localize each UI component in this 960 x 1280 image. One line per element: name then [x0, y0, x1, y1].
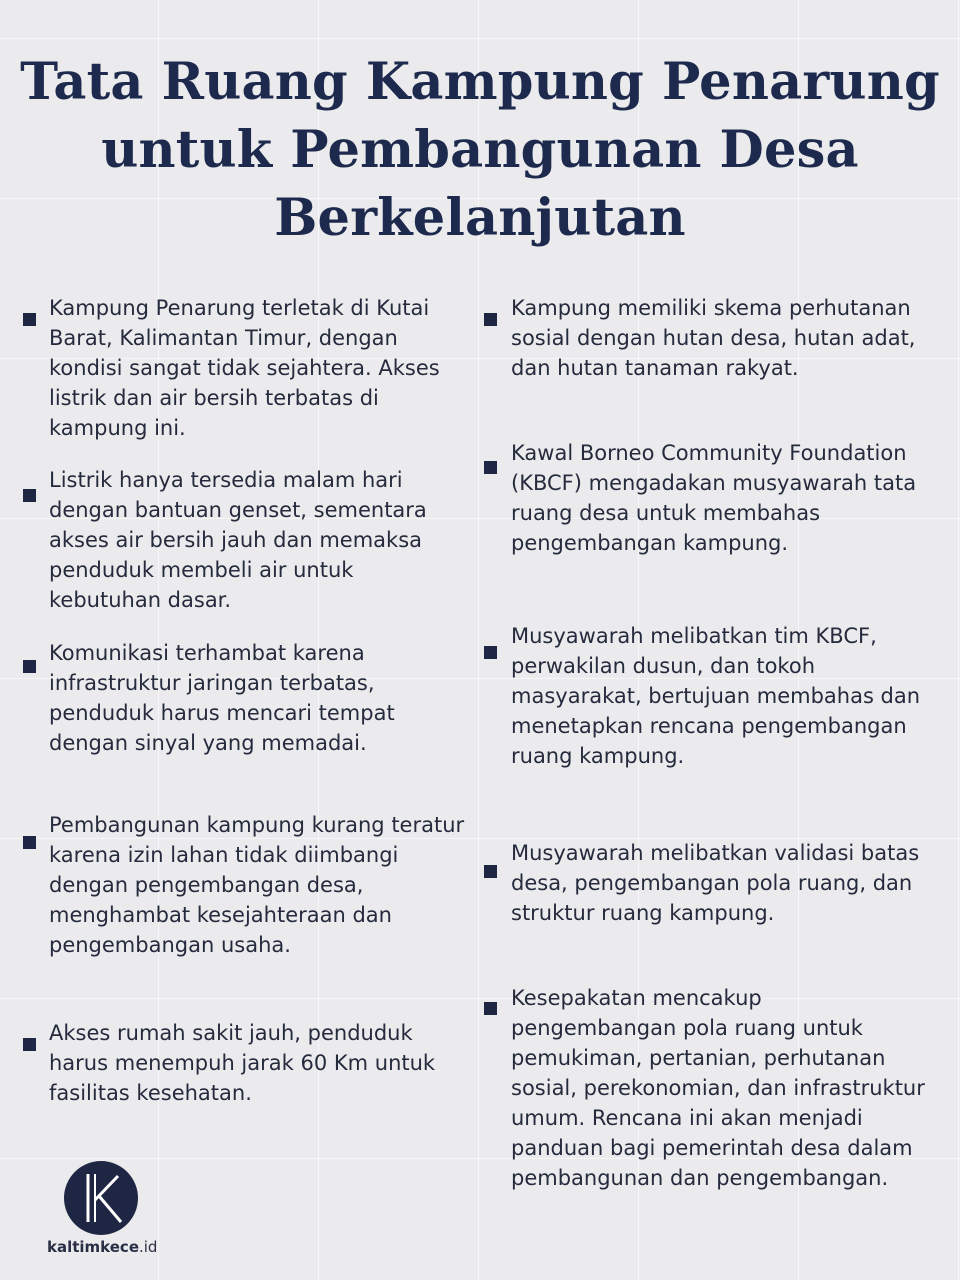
left-item-4 — [49, 810, 469, 960]
bullet-icon — [484, 313, 497, 326]
bullet-icon — [23, 836, 36, 849]
brand-name: kaltimkece — [47, 1238, 139, 1256]
title-line-2: untuk Pembangunan Desa — [101, 120, 859, 180]
left-item-2-text: Listrik hanya tersedia malam hari dengan bantuan genset, sementara akses air bersih jauh dan memaksa penduduk membeli air untuk kebutuhan dasar. — [49, 468, 427, 612]
left-item-5 — [49, 1018, 469, 1108]
brand-logo — [47, 1160, 167, 1260]
bullet-icon — [23, 660, 36, 673]
right-item-4 — [511, 838, 931, 928]
right-item-1 — [511, 293, 931, 383]
right-item-3-text: Musyawarah melibatkan tim KBCF, perwakilan dusun, dan tokoh masyarakat, bertujuan membahas dan menetapkan rencana pengembangan ruang kampung. — [511, 624, 921, 768]
right-item-1-text: Kampung memiliki skema perhutanan sosial dengan hutan desa, hutan adat, dan hutan tanaman rakyat. — [511, 296, 916, 380]
left-item-3-text: Komunikasi terhambat karena infrastruktur jaringan terbatas, penduduk harus mencari tempat dengan sinyal yang memadai. — [49, 641, 395, 755]
left-item-4-text: Pembangunan kampung kurang teratur karena izin lahan tidak diimbangi dengan pengembangan desa, menghambat kesejahteraan dan pengembangan usaha. — [49, 813, 465, 957]
left-item-1 — [49, 293, 469, 443]
bullet-icon — [484, 646, 497, 659]
right-item-5 — [511, 983, 931, 1193]
bullet-icon — [23, 489, 36, 502]
page-title — [0, 48, 960, 252]
brand-domain: .id — [139, 1238, 158, 1256]
left-item-5-text: Akses rumah sakit jauh, penduduk harus menempuh jarak 60 Km untuk fasilitas kesehatan. — [49, 1021, 436, 1105]
right-item-5-text: Kesepakatan mencakup pengembangan pola ruang untuk pemukiman, pertanian, perhutanan sosial, perekonomian, dan infrastruktur umum. Rencana ini akan menjadi panduan bagi pemerintah desa dalam pembangunan dan pengembangan. — [511, 986, 925, 1190]
right-item-2-text: Kawal Borneo Community Foundation (KBCF) mengadakan musyawarah tata ruang desa untuk membahas pengembangan kampung. — [511, 441, 917, 555]
right-item-2 — [511, 438, 931, 558]
k-logo-icon — [63, 1160, 139, 1236]
bullet-icon — [23, 313, 36, 326]
brand-wordmark — [47, 1238, 157, 1256]
right-item-4-text: Musyawarah melibatkan validasi batas desa, pengembangan pola ruang, dan struktur ruang kampung. — [511, 841, 920, 925]
left-item-2 — [49, 465, 469, 615]
left-item-3 — [49, 638, 469, 758]
bullet-icon — [484, 1002, 497, 1015]
title-line-3: Berkelanjutan — [274, 188, 686, 248]
title-line-1: Tata Ruang Kampung Penarung — [20, 52, 940, 112]
bullet-icon — [484, 461, 497, 474]
bullet-icon — [484, 865, 497, 878]
bullet-icon — [23, 1038, 36, 1051]
right-item-3 — [511, 621, 931, 771]
left-item-1-text: Kampung Penarung terletak di Kutai Barat, Kalimantan Timur, dengan kondisi sangat tidak sejahtera. Akses listrik dan air bersih terbatas di kampung ini. — [49, 296, 440, 440]
